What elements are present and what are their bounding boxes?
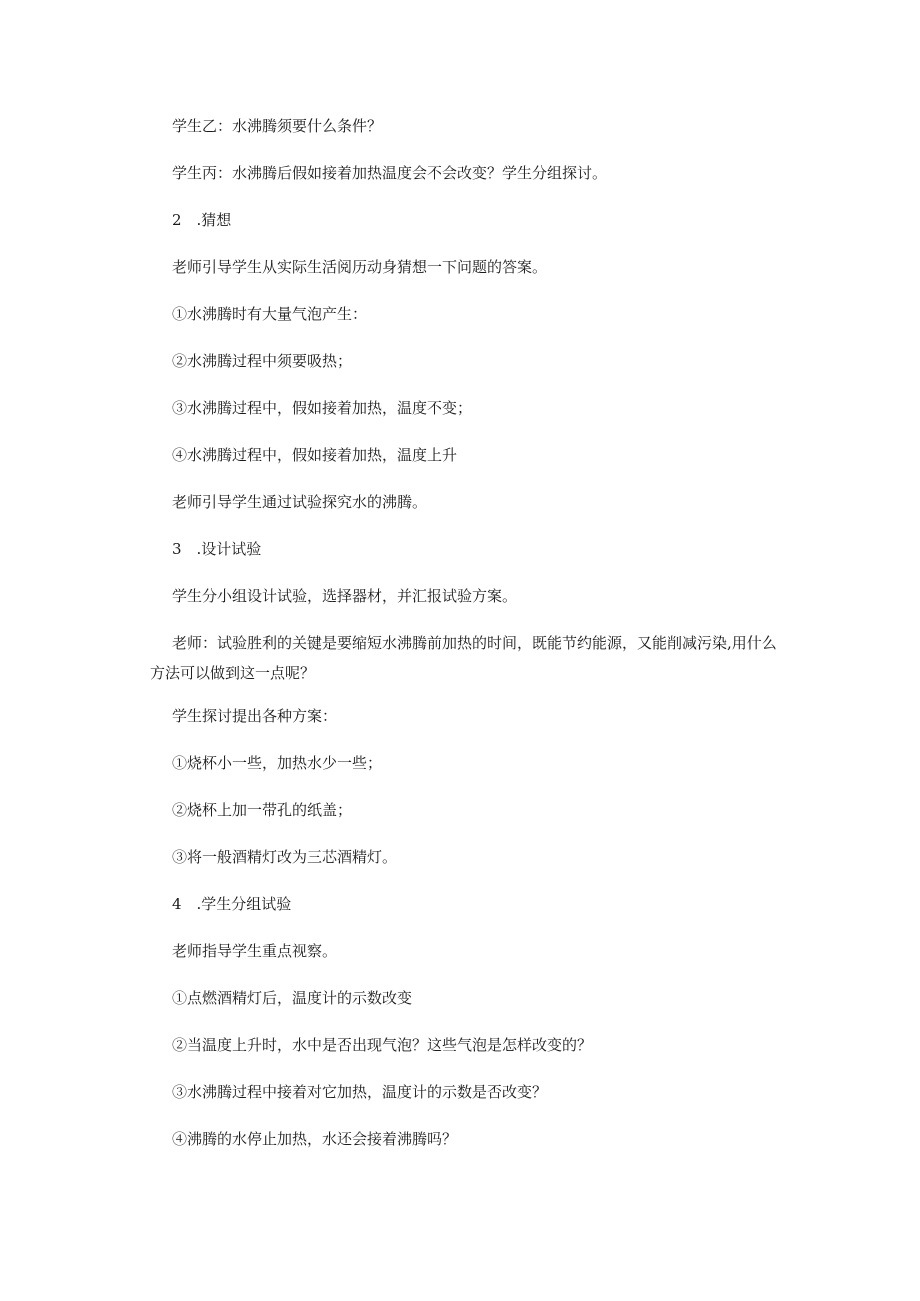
hypothesis-item-1: ①水沸腾时有大量气泡产生： <box>172 305 368 323</box>
paragraph-student-design: 学生分小组设计试验，选择器材，并汇报试验方案。 <box>172 587 518 605</box>
proposal-item-3: ③将一般酒精灯改为三芯酒精灯。 <box>172 848 398 866</box>
hypothesis-item-3: ③水沸腾过程中，假如接着加热，温度不变； <box>172 399 473 417</box>
paragraph-teacher-guide-experiment: 老师引导学生通过试验探究水的沸腾。 <box>172 493 428 511</box>
paragraph-teacher-key-point: 老师：试验胜利的关键是要缩短水沸腾前加热的时间，既能节约能源，又能削减污染,用什么方法可以做到这一点呢？ <box>150 634 777 682</box>
section-heading-hypothesis: 2 .猜想 <box>172 211 232 229</box>
paragraph-teacher-observe: 老师指导学生重点视察。 <box>172 942 338 960</box>
hypothesis-item-2: ②水沸腾过程中须要吸热； <box>172 352 353 370</box>
proposal-item-1: ①烧杯小一些，加热水少一些； <box>172 754 383 772</box>
observation-item-1: ①点燃酒精灯后，温度计的示数改变 <box>172 989 413 1007</box>
section-heading-design-experiment: 3 .设计试验 <box>172 540 262 558</box>
hypothesis-item-4: ④水沸腾过程中，假如接着加热，温度上升 <box>172 446 458 464</box>
paragraph-teacher-guide-hypothesis: 老师引导学生从实际生活阅历动身猜想一下问题的答案。 <box>172 258 548 276</box>
observation-item-4: ④沸腾的水停止加热，水还会接着沸腾吗？ <box>172 1130 458 1148</box>
paragraph-student-proposals: 学生探讨提出各种方案： <box>172 707 338 725</box>
observation-item-3: ③水沸腾过程中接着对它加热，温度计的示数是否改变？ <box>172 1083 548 1101</box>
proposal-item-2: ②烧杯上加一带孔的纸盖； <box>172 801 353 819</box>
section-heading-group-experiment: 4 .学生分组试验 <box>172 895 292 913</box>
observation-item-2: ②当温度上升时，水中是否出现气泡？这些气泡是怎样改变的？ <box>172 1036 593 1054</box>
paragraph-student-yi-question: 学生乙：水沸腾须要什么条件？ <box>172 117 383 135</box>
paragraph-student-bing-question: 学生丙：水沸腾后假如接着加热温度会不会改变？学生分组探讨。 <box>172 164 608 182</box>
